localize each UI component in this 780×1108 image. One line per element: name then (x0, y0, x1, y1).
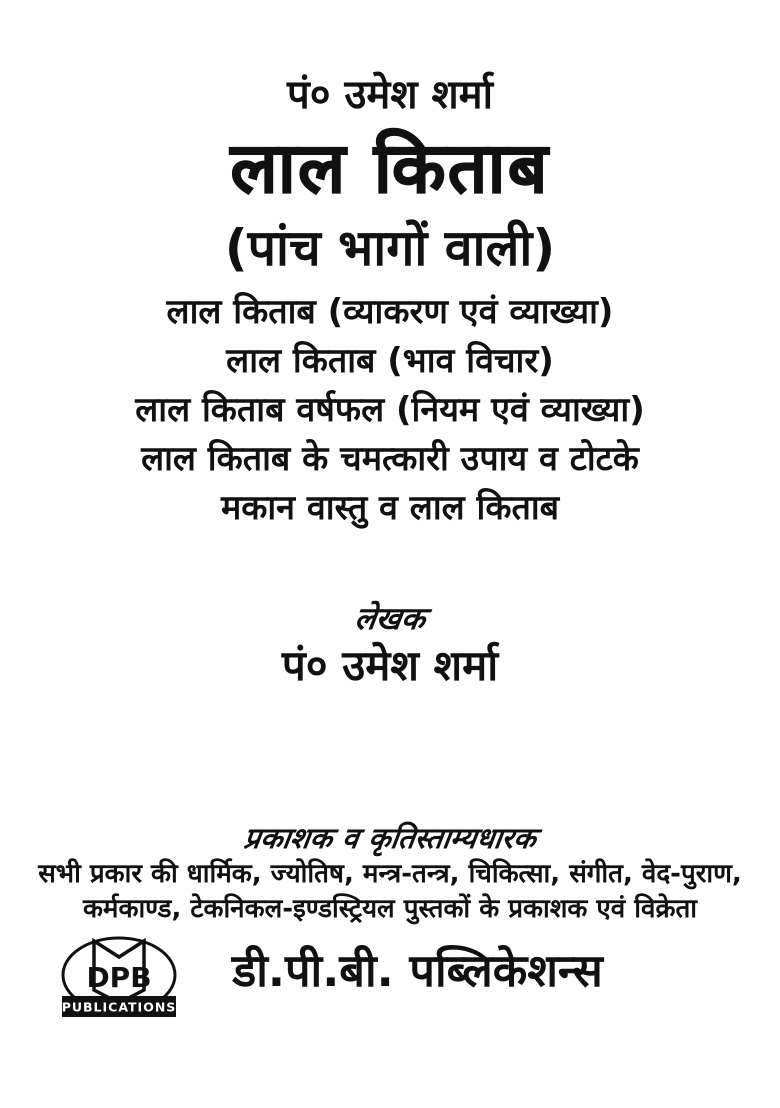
volume-line-4: लाल किताब के चमत्कारी उपाय व टोटके (141, 439, 639, 479)
book-title: लाल किताब (230, 127, 550, 209)
author-label: लेखक (352, 601, 428, 637)
publisher-description-line-2: कर्मकाण्ड, टेकनिकल-इण्डस्ट्रियल पुस्तकों के प्रकाशक एवं विक्रेता (82, 894, 698, 924)
author-block (0, 599, 780, 693)
publisher-row (0, 933, 780, 1023)
dpb-publications-logo-icon (58, 933, 180, 1023)
logo-monogram: DPB (86, 961, 152, 994)
volume-line-2: लाल किताब (भाव विचार) (226, 341, 554, 381)
book-subtitle: (पांच भागों वाली) (224, 219, 556, 277)
volume-line-5: मकान वास्तु व लाल किताब (220, 488, 560, 528)
logo-caption: PUBLICATIONS (61, 999, 177, 1015)
publisher-block (0, 819, 780, 927)
publisher-name: डी.पी.बी. पब्लिकेशन्स (232, 944, 603, 997)
author-name-top: पं० उमेश शर्मा (287, 72, 493, 118)
volume-line-1: लाल किताब (व्याकरण एवं व्याख्या) (166, 292, 614, 332)
volume-line-3: लाल किताब वर्षफल (नियम एवं व्याख्या) (135, 390, 645, 430)
publisher-heading: प्रकाशक व कृतिस्ताम्यधारक (241, 821, 539, 855)
volume-list (0, 288, 780, 533)
publisher-description-line-1: सभी प्रकार की धार्मिक, ज्योतिष, मन्त्र-तन्त्र, चिकित्सा, संगीत, वेद-पुराण, (38, 859, 742, 889)
author-name: पं० उमेश शर्मा (281, 641, 499, 690)
